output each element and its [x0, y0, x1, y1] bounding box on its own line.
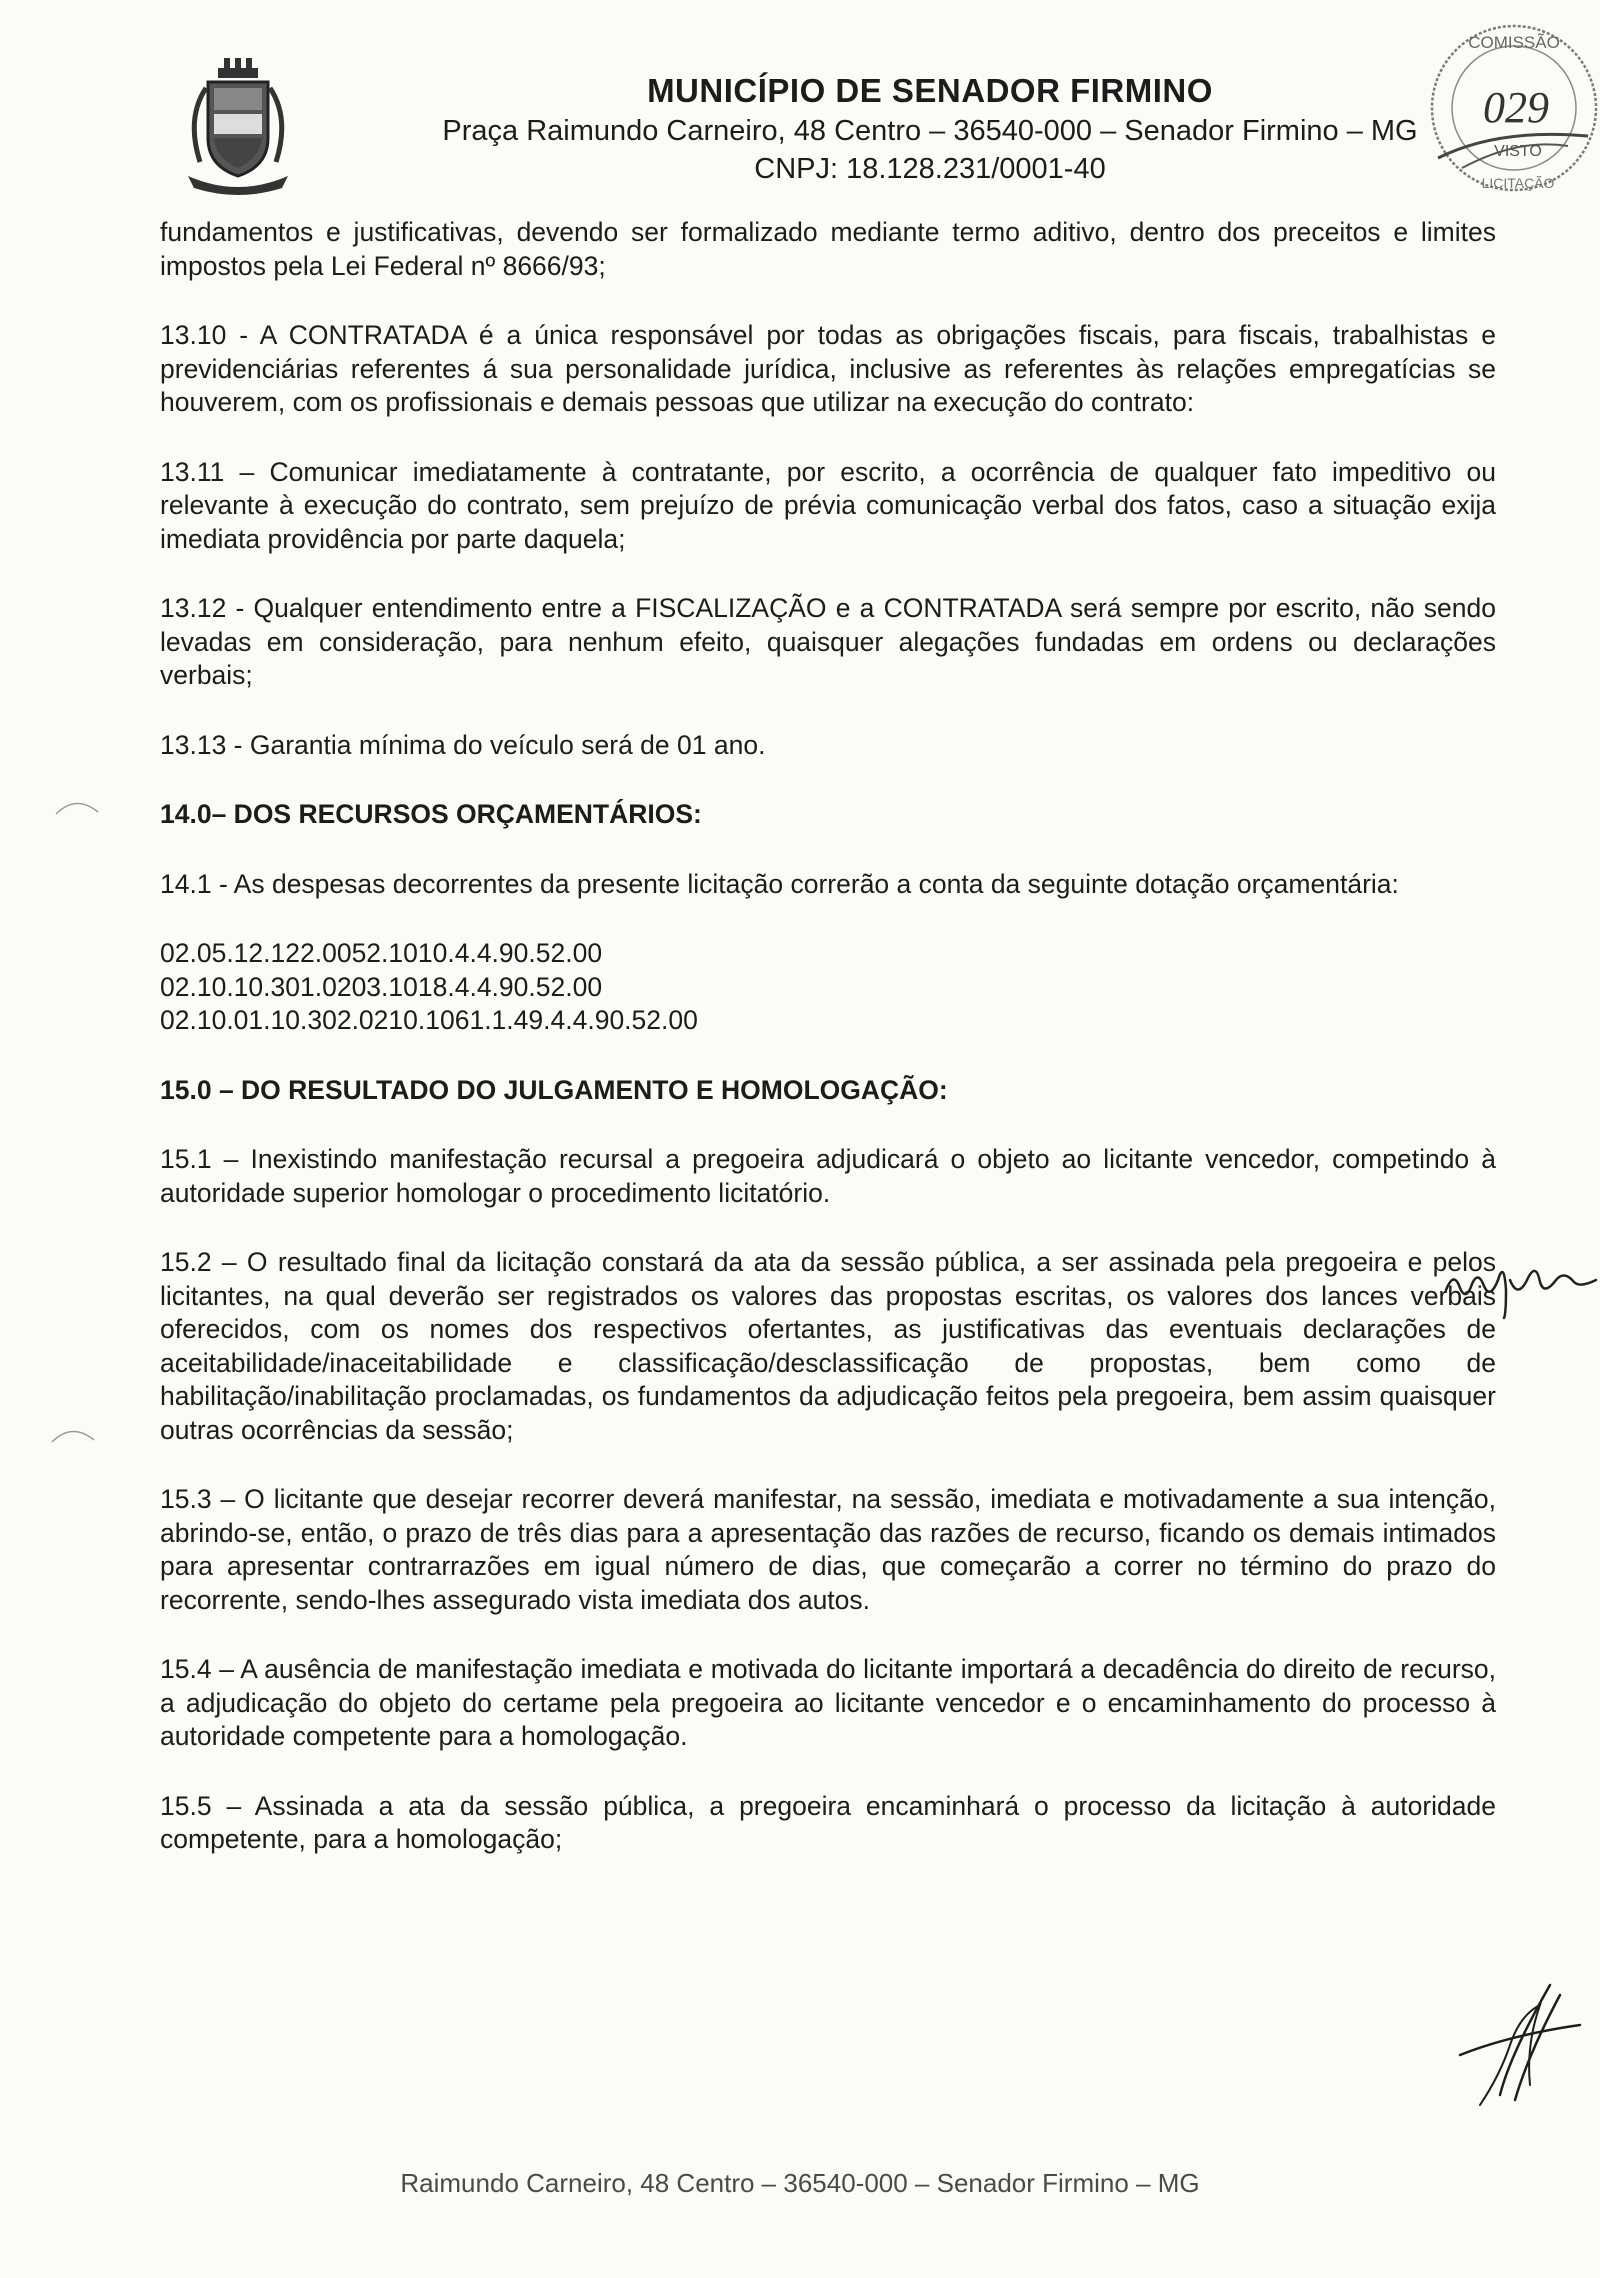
- clause-15-2: 15.2 – O resultado final da licitação constará da ata da sessão pública, a ser assinada pela pregoeira e pelos licitantes, na qual deverão ser registrados os valores das propostas escritas, os valores dos lances verbais oferecidos, com os nomes dos respectivos ofertantes, as justificativas das eventuais declarações de aceitabilidade/inaceitabilidade e classificação/desclassificação de propostas, bem como de habilitação/inabilitação proclamadas, os fundamentos da adjudicação feitos pela pregoeira, bem assim quaisquer outras ocorrências da sessão;: [160, 1247, 1496, 1445]
- commission-stamp: [1418, 18, 1600, 198]
- letterhead: [380, 70, 1480, 188]
- stamp-middle-text: VISTO: [1494, 143, 1542, 160]
- municipality-title: MUNICÍPIO DE SENADOR FIRMINO: [647, 72, 1213, 109]
- stamp-number: 029: [1483, 83, 1549, 132]
- paragraph-continuation: fundamentos e justificativas, devendo ser formalizado mediante termo aditivo, dentro dos preceitos e limites impostos pela Lei Federal nº 8666/93;: [160, 217, 1496, 281]
- section-15-heading: 15.0 – DO RESULTADO DO JULGAMENTO E HOMOLOGAÇÃO:: [160, 1074, 948, 1105]
- clause-13-10: 13.10 - A CONTRATADA é a única responsável por todas as obrigações fiscais, para fiscais, trabalhistas e previdenciárias referentes á sua personalidade jurídica, inclusive as referentes às relações empregatícias se houverem, com os profissionais e demais pessoas que utilizar na execução do contrato:: [160, 320, 1496, 417]
- stamp-top-text: COMISSÃO: [1468, 33, 1560, 52]
- document-body: [160, 216, 1496, 1857]
- clause-14-1: 14.1 - As despesas decorrentes da presente licitação correrão a conta da seguinte dotação orçamentária:: [160, 868, 1399, 899]
- punch-hole-mark: [48, 1418, 98, 1448]
- budget-line: 02.10.10.301.0203.1018.4.4.90.52.00: [160, 971, 603, 1002]
- municipal-coat-of-arms-icon: [178, 58, 298, 198]
- clause-15-1: 15.1 – Inexistindo manifestação recursal a pregoeira adjudicará o objeto ao licitante vencedor, competindo à autoridade superior homologar o procedimento licitatório.: [160, 1144, 1496, 1208]
- municipality-cnpj: CNPJ: 18.128.231/0001-40: [754, 153, 1106, 185]
- punch-hole-mark: [52, 790, 102, 820]
- budget-line: 02.05.12.122.0052.1010.4.4.90.52.00: [160, 938, 603, 968]
- clause-15-4: 15.4 – A ausência de manifestação imediata e motivada do licitante importará a decadência do direito de recurso, a adjudicação do objeto do certame pela pregoeira ao licitante vencedor e o encaminhamento do processo à autoridade competente para a homologação.: [160, 1654, 1496, 1751]
- section-14-heading: 14.0– DOS RECURSOS ORÇAMENTÁRIOS:: [160, 799, 702, 829]
- clause-15-5: 15.5 – Assinada a ata da sessão pública, a pregoeira encaminhará o processo da licitação à autoridade competente, para a homologação;: [160, 1790, 1496, 1854]
- clause-13-11: 13.11 – Comunicar imediatamente à contratante, por escrito, a ocorrência de qualquer fato impeditivo ou relevante à execução do contrato, sem prejuízo de prévia comunicação verbal dos fatos, caso a situação exija imediata providência por parte daquela;: [160, 456, 1496, 554]
- page-footer-address: Raimundo Carneiro, 48 Centro – 36540-000 – Senador Firmino – MG: [400, 2168, 1200, 2198]
- handwritten-initials-signature: [1440, 1240, 1600, 1320]
- clause-13-12: 13.12 - Qualquer entendimento entre a FISCALIZAÇÃO e a CONTRATADA será sempre por escrito, não sendo levadas em consideração, para nenhum efeito, quaisquer alegações fundadas em ordens ou declarações verbais;: [160, 593, 1496, 690]
- clause-15-3: 15.3 – O licitante que desejar recorrer deverá manifestar, na sessão, imediata e motivadamente a sua intenção, abrindo-se, então, o prazo de três dias para a apresentação das razões de recurso, ficando os demais intimados para apresentar contrarrazões em igual número de dias, que começarão a correr no término do prazo do recorrente, sendo-lhes assegurado vista imediata dos autos.: [160, 1484, 1496, 1615]
- budget-line: 02.10.01.10.302.0210.1061.1.49.4.4.90.52.00: [160, 1005, 698, 1035]
- clause-13-13: 13.13 - Garantia mínima do veículo será de 01 ano.: [160, 729, 766, 760]
- handwritten-signature: [1440, 1975, 1590, 2125]
- municipality-address: Praça Raimundo Carneiro, 48 Centro – 36540-000 – Senador Firmino – MG: [442, 115, 1418, 147]
- stamp-bottom-text: LICITAÇÃO: [1481, 175, 1555, 191]
